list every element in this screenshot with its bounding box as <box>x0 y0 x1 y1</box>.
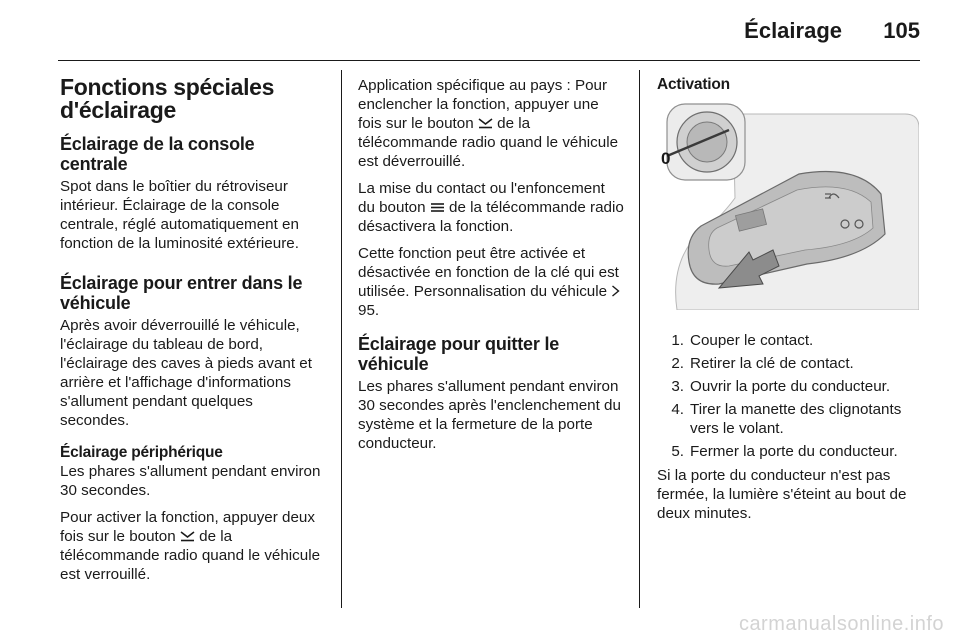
unlock-button-icon <box>478 118 493 129</box>
heading-exterior-lighting: Éclairage périphérique <box>60 444 223 461</box>
watermark: carmanualsonline.info <box>738 613 944 635</box>
ignition-position-label: 0 <box>661 149 671 168</box>
text-entry-lighting: Après avoir déverrouillé le véhicule, l'éclairage du tableau de bord, l'éclairage des caves à pieds avant et arrière et l'affichage d'informations s'allument pendant quelques secondes. <box>60 317 312 429</box>
text-console-lighting: Spot dans le boîtier du rétroviseur intérieur. Éclairage de la console centrale, réglé automatiquement en fonction de la luminosité extérieure. <box>60 178 299 252</box>
page-header <box>0 0 960 60</box>
unlock-button-icon <box>180 531 195 542</box>
column-divider-2 <box>639 70 640 608</box>
header-divider <box>58 60 920 61</box>
text-exterior-activation: Pour activer la fonction, appuyer deux fois sur le bouton de la télécommande radio quand le véhicule est verrouillé. <box>60 509 321 583</box>
turn-signal-lever-illustration <box>657 102 919 310</box>
section-title: Éclairage <box>744 18 842 43</box>
text-exterior-lighting: Les phares s'allument pendant environ 30 secondes. <box>60 463 321 499</box>
text-exit-lighting: Les phares s'allument pendant environ 30 secondes après l'enclenchement du système et la fermeture de la porte conducteur. <box>358 378 621 452</box>
text-personalization: Cette fonction peut être activée et désactivée en fonction de la clé qui est utilisée. Personnalisation du véhicule 95. <box>358 245 619 319</box>
list-item: 1. Couper le contact. <box>671 332 814 349</box>
heading-activation: Activation <box>657 76 730 93</box>
heading-exit-lighting: Éclairage pour quitter le véhicule <box>358 334 560 374</box>
heading-console-lighting: Éclairage de la console centrale <box>60 134 255 174</box>
list-item: 2. Retirer la clé de contact. <box>671 355 854 372</box>
chapter-heading: Fonctions spéciales d'éclairage <box>60 74 275 123</box>
text-deactivation: La mise du contact ou l'enfoncement du bouton de la télécommande radio désactivera la fonction. <box>358 180 624 235</box>
list-item: 5. Fermer la porte du conducteur. <box>671 443 898 460</box>
column-middle <box>358 76 624 461</box>
list-item: 4. Tirer la manette des clignotants vers le volant. <box>671 401 902 437</box>
list-item: 3. Ouvrir la porte du conducteur. <box>671 378 891 395</box>
heading-entry-lighting: Éclairage pour entrer dans le véhicule <box>60 273 303 313</box>
column-left <box>60 76 326 592</box>
activation-steps <box>657 331 923 461</box>
text-door-note: Si la porte du conducteur n'est pas fermée, la lumière s'éteint au bout de deux minutes. <box>657 467 907 522</box>
column-right <box>657 76 923 531</box>
column-divider-1 <box>341 70 342 608</box>
text-country-specific: Application spécifique au pays : Pour enclencher la fonction, appuyer une fois sur le bouton de la télécommande radio quand le véhicule est déverrouillé. <box>358 77 619 170</box>
page-number: 105 <box>883 18 920 43</box>
page-reference-arrow-icon <box>611 285 620 297</box>
lock-button-icon <box>430 202 445 213</box>
